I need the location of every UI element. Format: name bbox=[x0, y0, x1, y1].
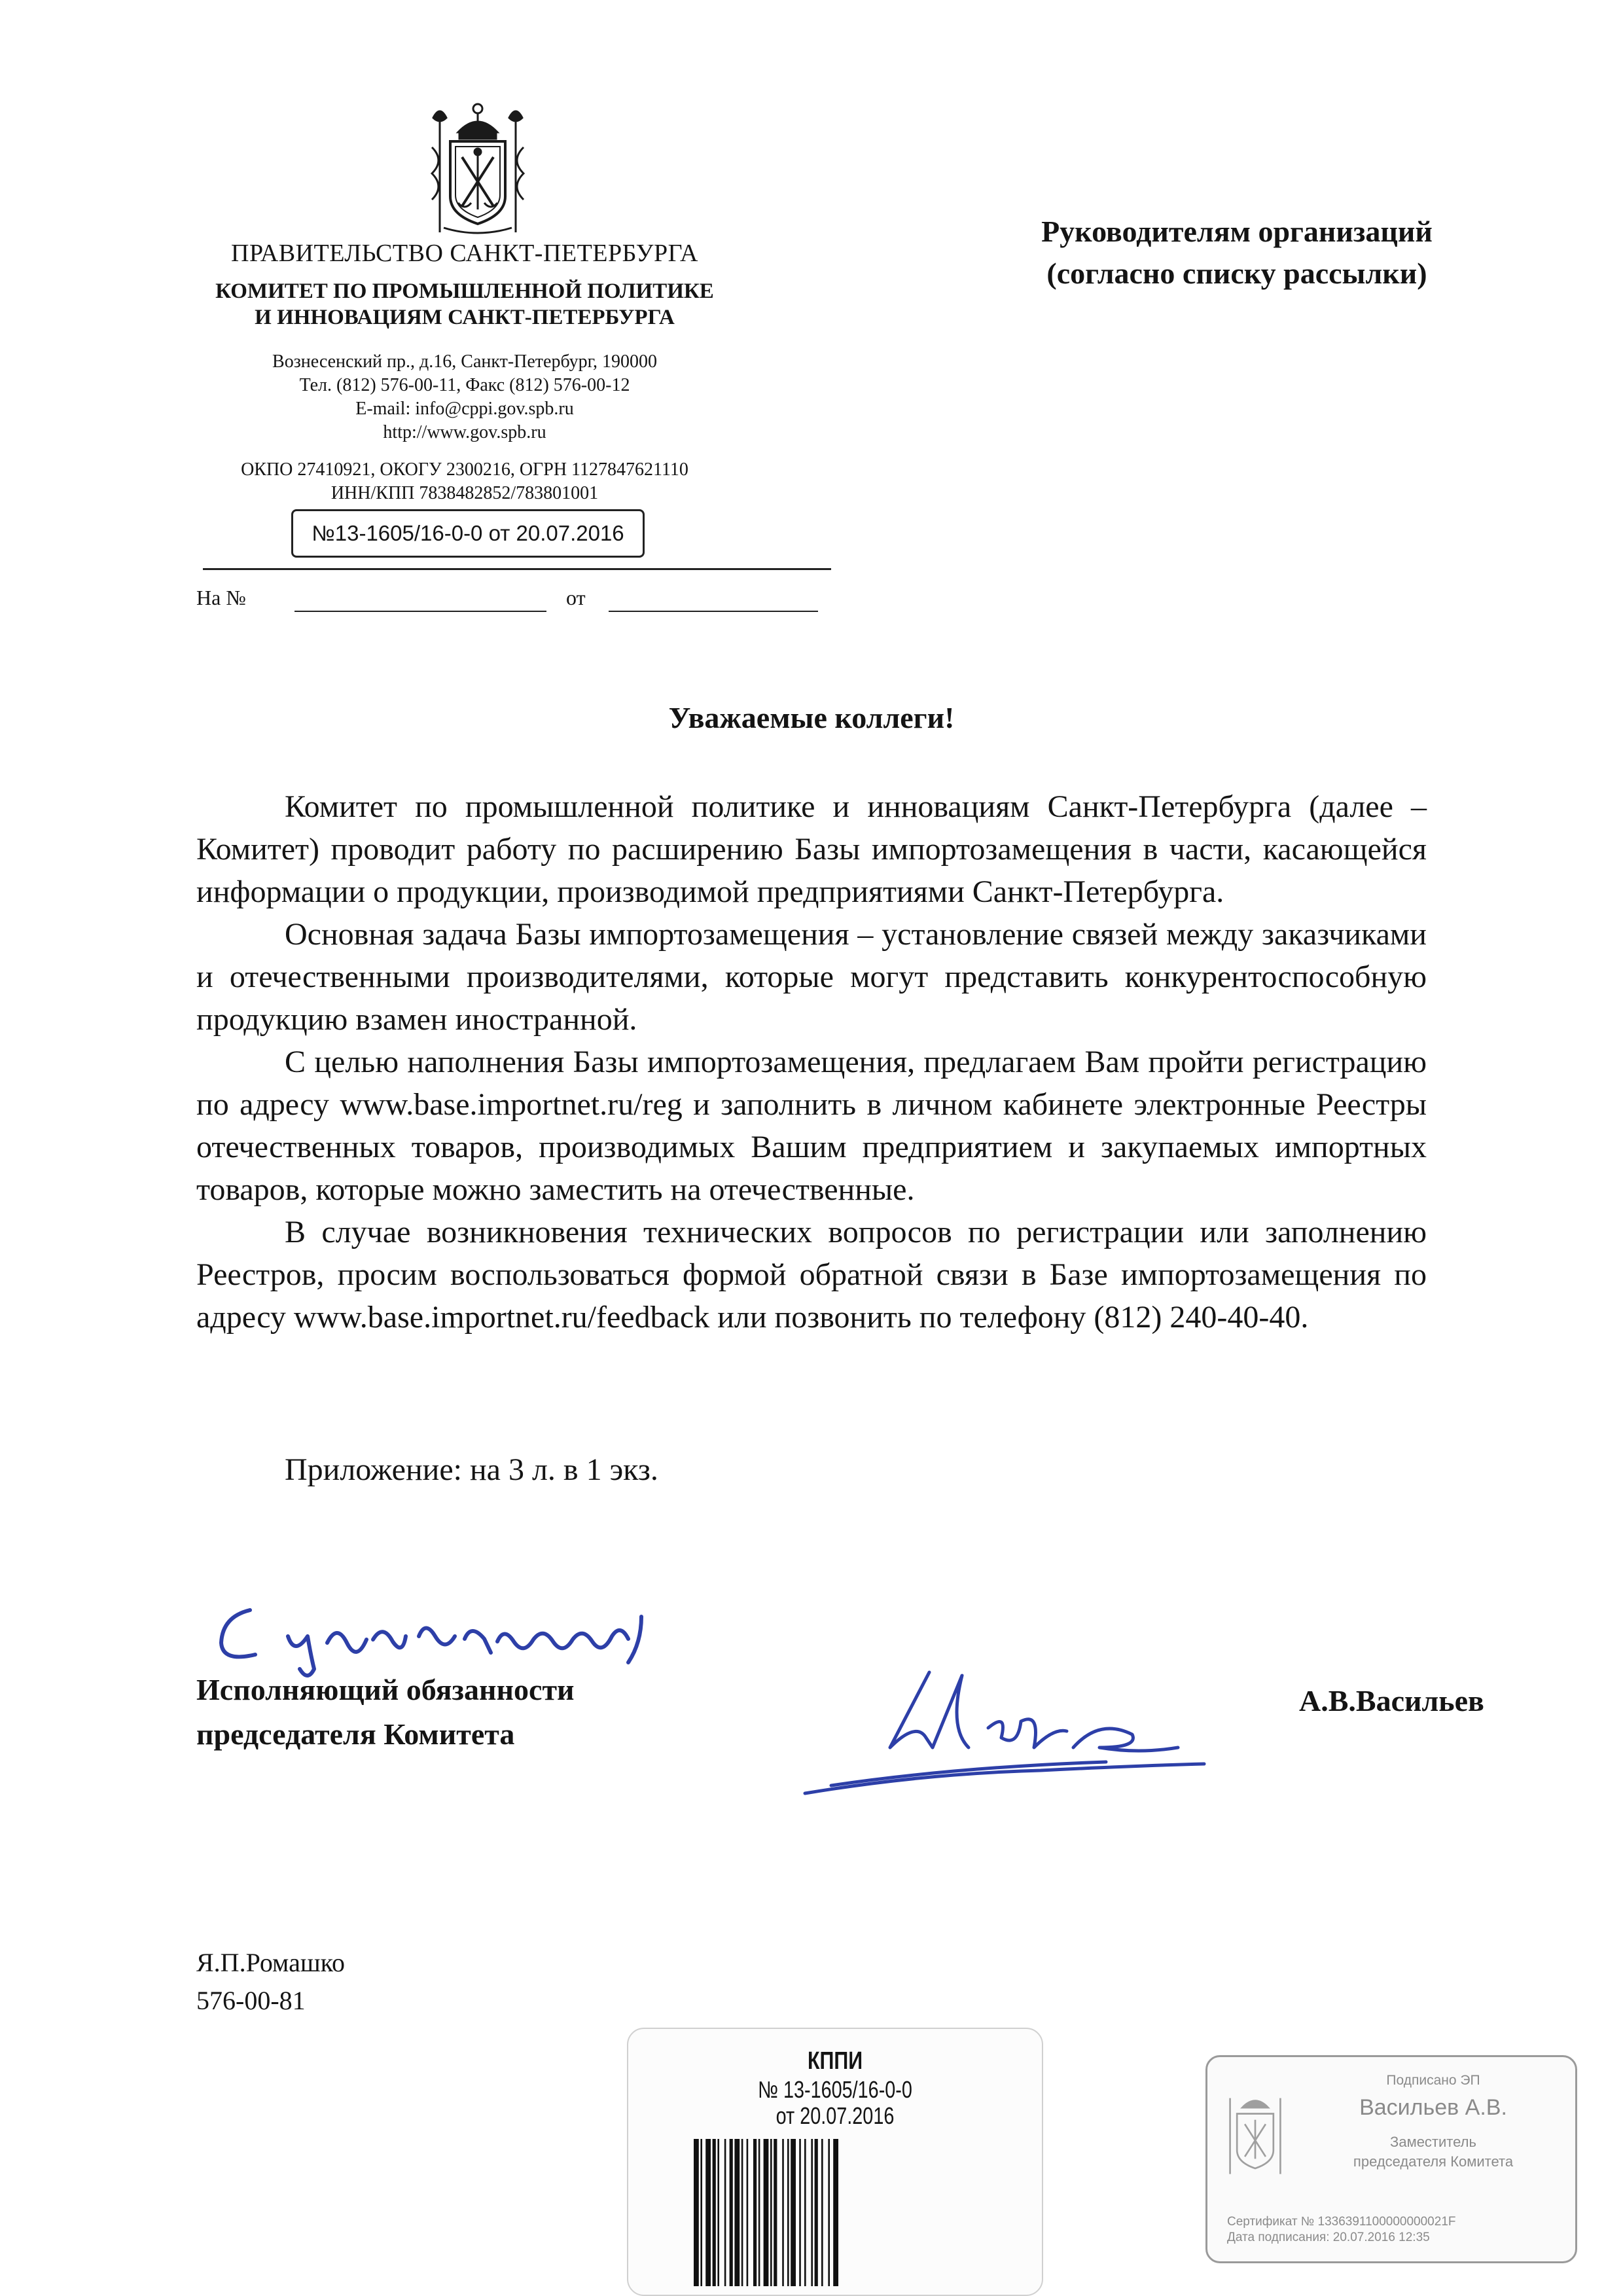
barcode-sticker bbox=[627, 2028, 1043, 2296]
addressee-line2: (согласно списку рассылки) bbox=[1046, 257, 1427, 290]
stamp-position bbox=[1299, 2132, 1567, 2172]
addressee bbox=[916, 211, 1558, 295]
email: E-mail: info@cppi.gov.spb.ru bbox=[355, 399, 574, 419]
registration-codes bbox=[131, 458, 798, 505]
executor-phone: 576-00-81 bbox=[196, 1986, 306, 2015]
website: http://www.gov.spb.ru bbox=[383, 422, 546, 442]
salutation: Уважаемые коллеги! bbox=[668, 701, 955, 734]
ref-number-blank bbox=[294, 611, 546, 612]
contact-info bbox=[131, 350, 798, 444]
barcode-icon bbox=[694, 2139, 916, 2286]
handwritten-signature bbox=[792, 1649, 1211, 1806]
divider-line bbox=[203, 568, 831, 570]
stamp-position-line2: председателя Комитета bbox=[1353, 2153, 1514, 2170]
sticker-header: КППИ bbox=[807, 2047, 863, 2075]
ref-number-label: На № bbox=[196, 586, 246, 609]
stamp-signer-name: Васильев А.В. bbox=[1359, 2095, 1507, 2120]
committee-name bbox=[131, 278, 798, 331]
reference-row bbox=[196, 586, 851, 619]
codes-line1: ОКПО 27410921, ОКОГУ 2300216, ОГРН 1127847621110 bbox=[241, 459, 688, 480]
ref-from-label: от bbox=[566, 586, 586, 609]
paragraph: Комитет по промышленной политике и инновациям Санкт-Петербурга (далее – Комитет) проводит работу по расширению Базы импортозамещения в части, касающейся информации о продукции, производимой предприятиями Санкт-Петербурга. bbox=[196, 789, 1427, 909]
attachment-note: Приложение: на 3 л. в 1 экз. bbox=[285, 1452, 658, 1487]
paragraph: С целью наполнения Базы импортозамещения, предлагаем Вам пройти регистрацию по адресу www.base.importnet.ru/reg и заполнить в личном кабинете электронные Реестры отечественных товаров, производимых Вашим предприятием и закупаемых импортных товаров, которые можно заместить на отечественные. bbox=[196, 1045, 1427, 1207]
paragraph: Основная задача Базы импортозамещения – установление связей между заказчиками и отечественными производителями, которые могут представить конкурентоспособную продукцию взамен иностранной. bbox=[196, 917, 1427, 1037]
stamp-position-line1: Заместитель bbox=[1390, 2134, 1476, 2150]
codes-line2: ИНН/КПП 7838482852/783801001 bbox=[330, 483, 599, 503]
paragraph: В случае возникновения технических вопросов по регистрации или заполнению Реестров, просим воспользоваться формой обратной связи в Базе импортозамещения по адресу www.base.importnet.ru/feedback или позвонить по телефону (812) 240-40-40. bbox=[196, 1215, 1427, 1335]
stamp-certificate-number: Сертификат № 1336391100000000021F bbox=[1227, 2215, 1456, 2229]
signer-position bbox=[196, 1668, 575, 1757]
government-name: ПРАВИТЕЛЬСТВО САНКТ-ПЕТЕРБУРГА bbox=[231, 240, 698, 267]
handwritten-greeting bbox=[209, 1571, 720, 1682]
executor-info bbox=[196, 1944, 345, 2020]
sticker-date: от 20.07.2016 bbox=[776, 2102, 895, 2129]
coat-of-arms-icon bbox=[425, 98, 530, 237]
stamp-certificate bbox=[1227, 2214, 1456, 2246]
signer-name: А.В.Васильев bbox=[1299, 1684, 1484, 1717]
addressee-line1: Руководителям организаций bbox=[1041, 215, 1433, 248]
stamp-signed-date: Дата подписания: 20.07.2016 12:35 bbox=[1227, 2231, 1430, 2244]
e-signature-stamp bbox=[1205, 2055, 1577, 2263]
coat-of-arms-icon bbox=[1221, 2082, 1290, 2180]
committee-name-line1: КОМИТЕТ ПО ПРОМЫШЛЕННОЙ ПОЛИТИКЕ bbox=[215, 279, 714, 303]
position-line2: председателя Комитета bbox=[196, 1717, 515, 1751]
letter-body bbox=[196, 785, 1427, 1338]
executor-name: Я.П.Ромашко bbox=[196, 1948, 346, 1977]
committee-name-line2: И ИННОВАЦИЯМ САНКТ-ПЕТЕРБУРГА bbox=[255, 306, 675, 329]
position-line1: Исполняющий обязанности bbox=[196, 1673, 575, 1706]
sticker-number: № 13-1605/16-0-0 bbox=[758, 2076, 912, 2103]
letterhead bbox=[131, 98, 798, 622]
address: Вознесенский пр., д.16, Санкт-Петербург, 190000 bbox=[272, 351, 657, 372]
stamp-label: Подписано ЭП bbox=[1386, 2073, 1480, 2088]
ref-date-blank bbox=[609, 611, 818, 612]
phone-fax: Тел. (812) 576-00-11, Факс (812) 576-00-12 bbox=[299, 375, 630, 395]
outgoing-number-box: №13-1605/16-0-0 от 20.07.2016 bbox=[291, 509, 645, 558]
